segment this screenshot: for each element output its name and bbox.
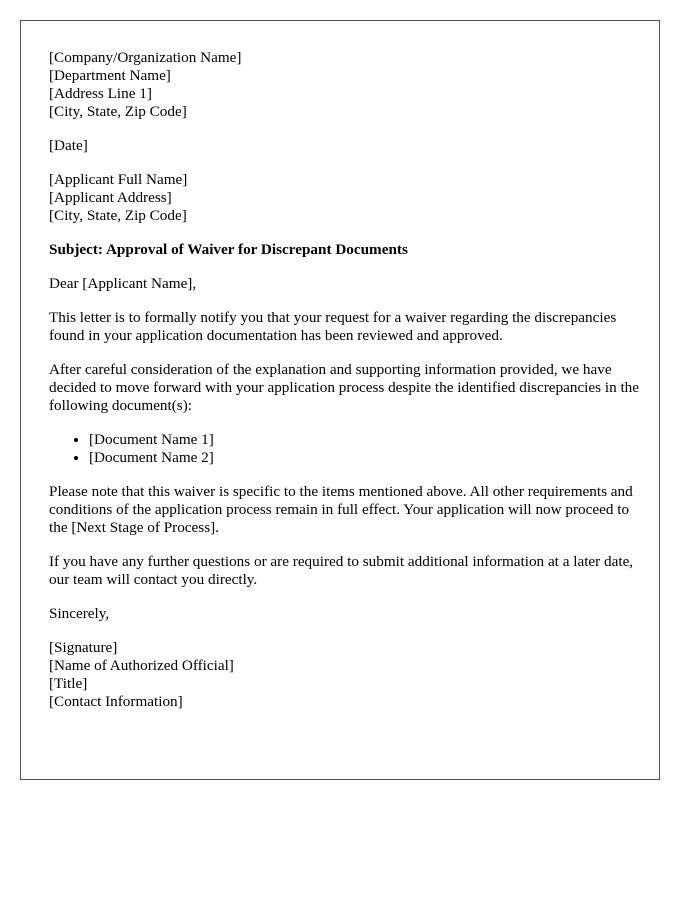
sender-company: [Company/Organization Name] [49,49,242,66]
body-paragraph-3: Please note that this waiver is specific to the items mentioned above. All other requirements and conditions of the application process remain in full effect. Your application will now proceed to the [Next Stage of Process]. [49,483,633,536]
closing: Sincerely, [49,605,110,622]
sender-address-line: [Address Line 1] [49,85,152,102]
signature-block [49,639,639,711]
document-list-item: • [Document Name 1] [89,431,639,449]
letter-date: [Date] [49,137,88,154]
sender-department: [Department Name] [49,67,171,84]
body-paragraph-4: If you have any further questions or are required to submit additional information at a later date, our team will contact you directly. [49,553,634,588]
letter-page [20,20,660,780]
recipient-name: [Applicant Full Name] [49,171,188,188]
salutation: Dear [Applicant Name], [49,275,197,292]
recipient-address-block [49,171,639,225]
letter-subject: Subject: Approval of Waiver for Discrepant Documents [49,241,408,258]
body-paragraph-2: After careful consideration of the explanation and supporting information provided, we have decided to move forward with your application process despite the identified discrepancies in the following document(s): [49,361,640,414]
recipient-city-state-zip: [City, State, Zip Code] [49,207,187,224]
letter-body [49,49,639,727]
document-list [49,431,639,467]
body-paragraph-1: This letter is to formally notify you that your request for a waiver regarding the discrepancies found in your application documentation has been reviewed and approved. [49,309,617,344]
sender-city-state-zip: [City, State, Zip Code] [49,103,187,120]
sender-address-block [49,49,639,121]
official-name: [Name of Authorized Official] [49,657,234,674]
signature: [Signature] [49,639,118,656]
contact-information: [Contact Information] [49,693,183,710]
official-title: [Title] [49,675,88,692]
document-list-item: • [Document Name 2] [89,449,639,467]
recipient-address: [Applicant Address] [49,189,172,206]
